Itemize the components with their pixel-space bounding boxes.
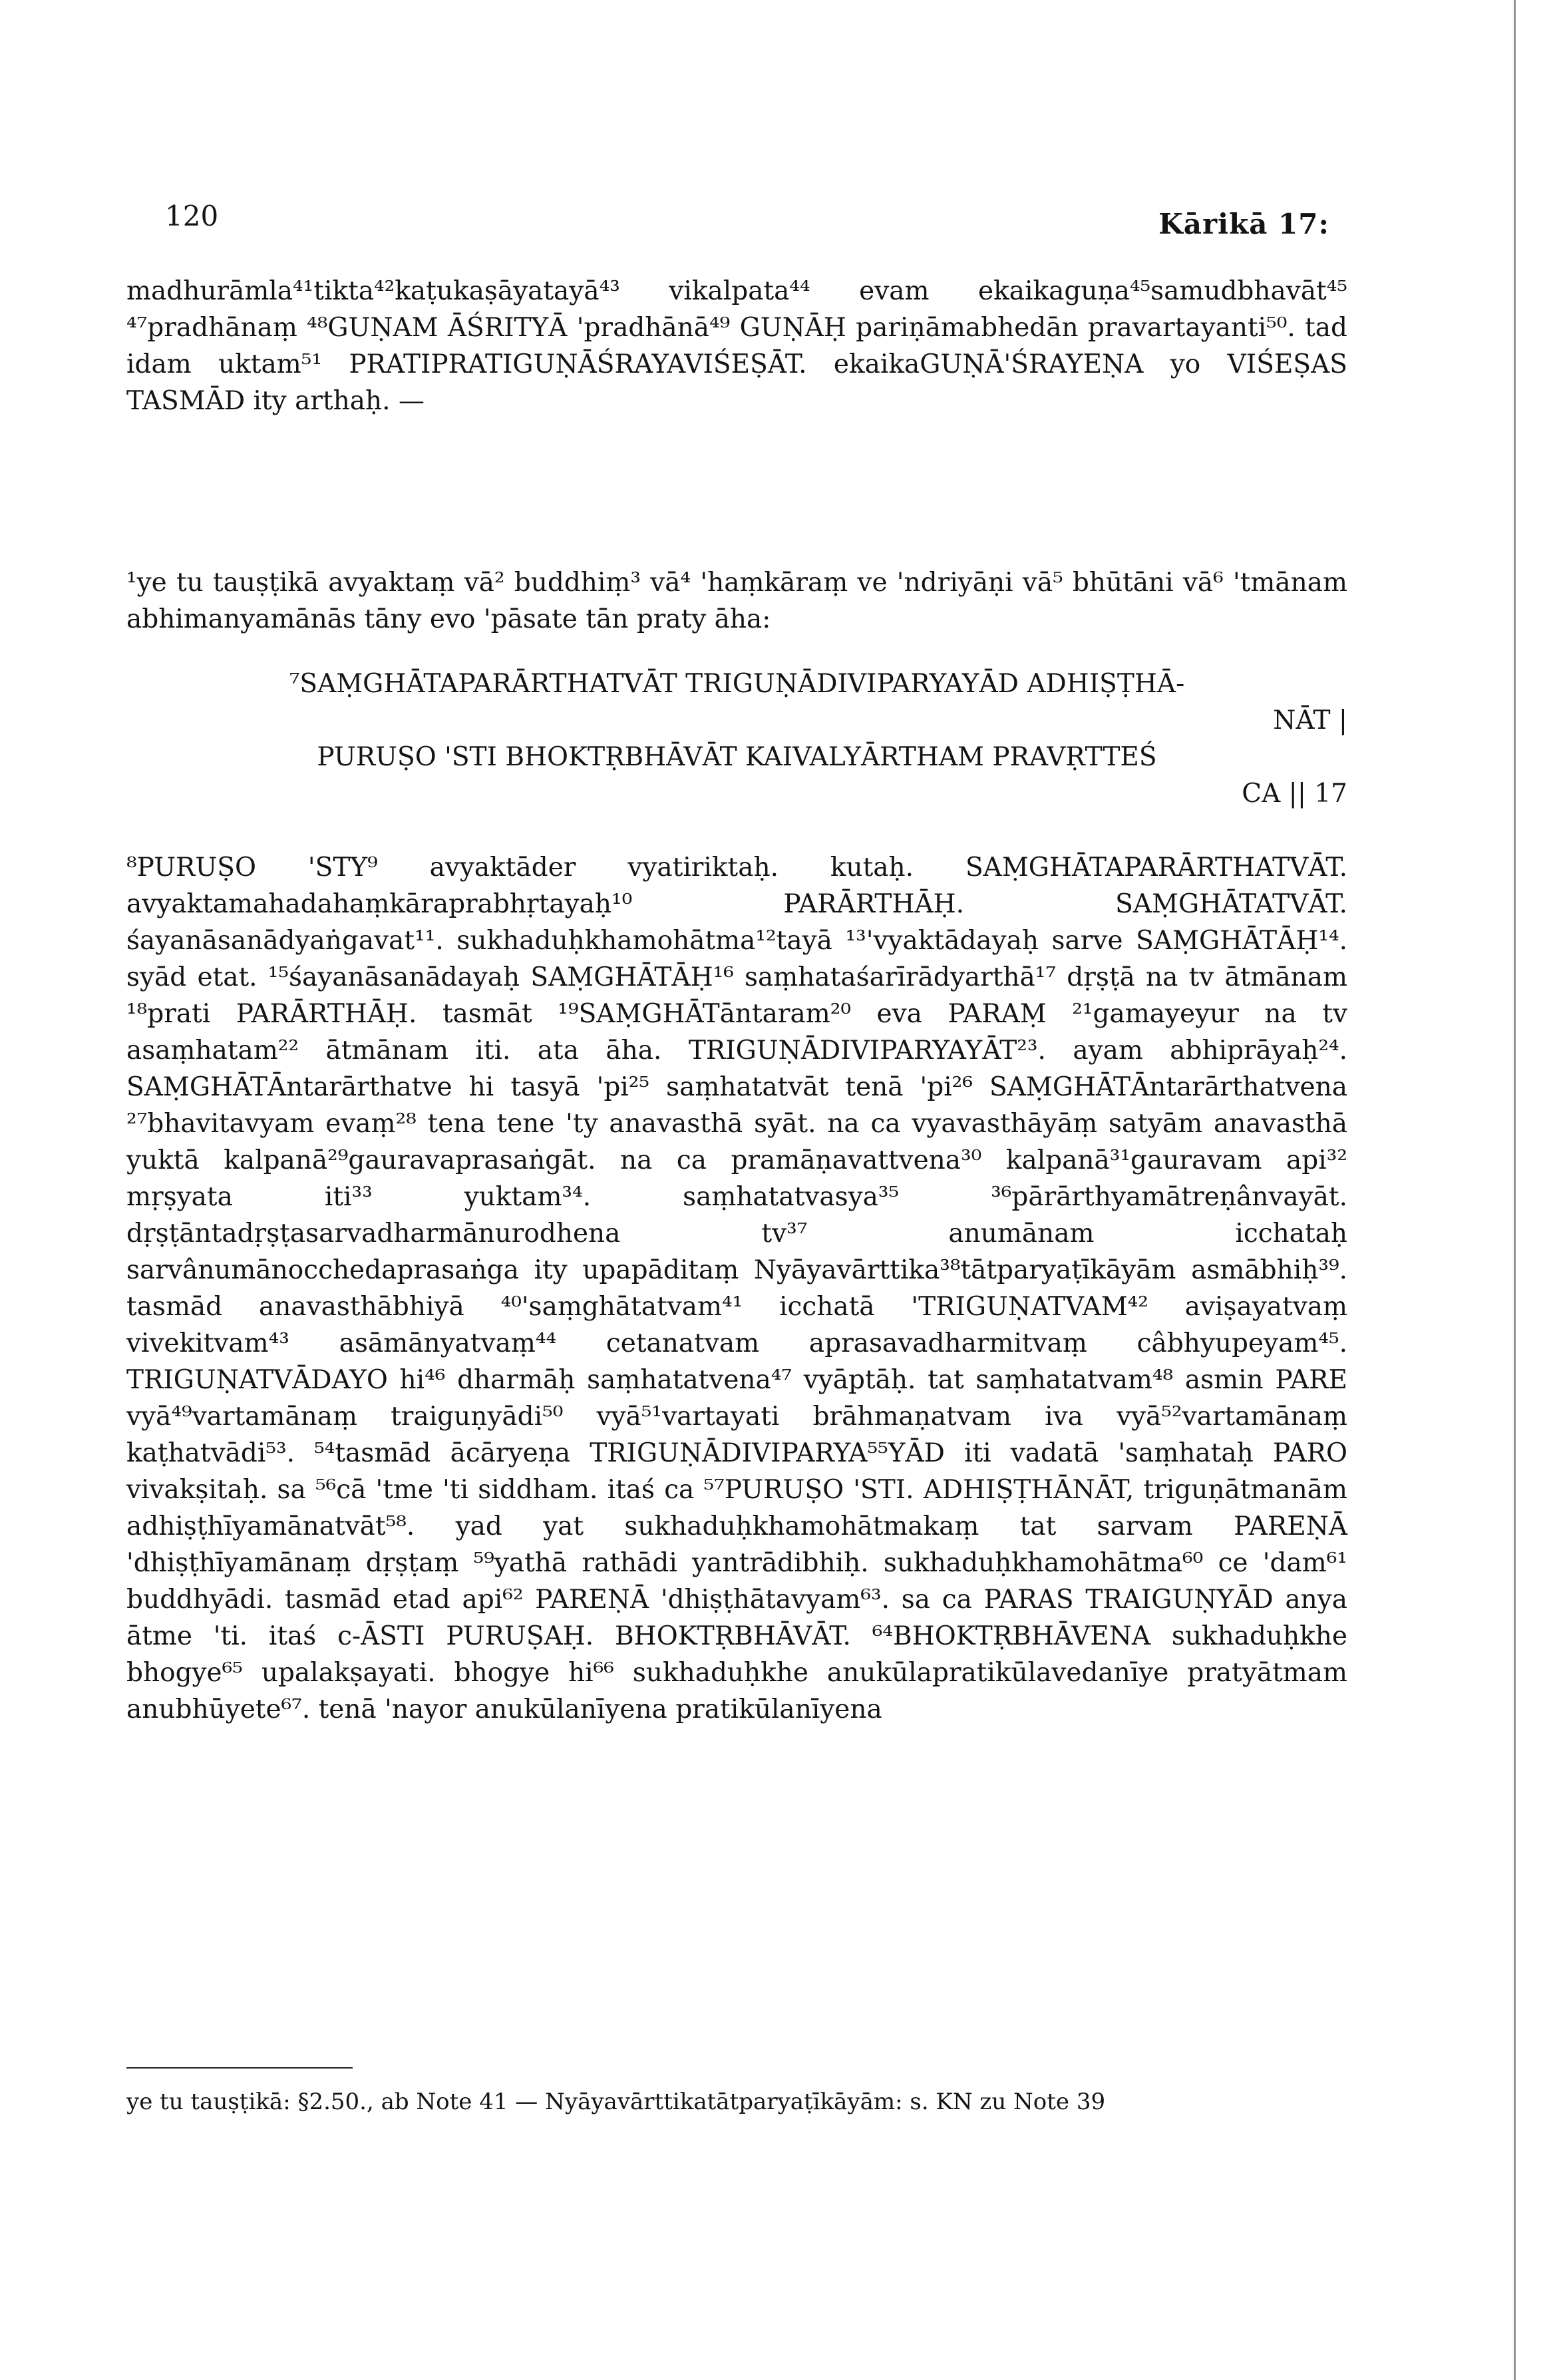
page-number: 120 bbox=[165, 200, 219, 232]
commentary-block bbox=[126, 849, 1347, 1728]
karika-verse bbox=[126, 666, 1347, 812]
commentary-text: ⁸PURUṢO 'STY⁹ avyaktāder vyatiriktaḥ. kutaḥ. SAṂGHĀTAPARĀRTHATVĀT. avyaktamahadahaṃkāraprabhṛtayaḥ¹⁰ PARĀRTHĀḤ. SAṂGHĀTATVĀT. śayanāsanādyaṅgavat¹¹. sukhaduḥkhamohātma¹²tayā ¹³'vyaktādayaḥ sarve SAṂGHĀTĀḤ¹⁴. syād etat. ¹⁵śayanāsanādayaḥ SAṂGHĀTĀḤ¹⁶ saṃhataśarīrādyarthā¹⁷ dṛṣṭā na tv ātmānam ¹⁸prati PARĀRTHĀḤ. tasmāt ¹⁹SAṂGHĀTāntaram²⁰ eva PARAṂ ²¹gamayeyur na tv asaṃhatam²² ātmānam iti. ata āha. TRIGUṆĀDIVIPARYAYĀT²³. ayam abhiprāyaḥ²⁴. SAṂGHĀTĀntarārthatve hi tasyā 'pi²⁵ saṃhatatvāt tenā 'pi²⁶ SAṂGHĀTĀntarārthatvena ²⁷bhavitavyam evaṃ²⁸ tena tene 'ty anavasthā syāt. na ca vyavasthāyāṃ satyām anavasthā yuktā kalpanā²⁹gauravaprasaṅgāt. na ca pramāṇavattvena³⁰ kalpanā³¹gauravam api³² mṛṣyata iti³³ yuktam³⁴. saṃhatatvasya³⁵ ³⁶pārārthyamātreṇânvayāt. dṛṣṭāntadṛṣṭasarvadharmānurodhena tv³⁷ anumānam icchataḥ sarvânumānocchedaprasaṅga ity upapāditaṃ Nyāyavārttika³⁸tātparyaṭīkāyām asmābhiḥ³⁹. tasmād anavasthābhiyā ⁴⁰'saṃghātatvam⁴¹ icchatā 'TRIGUṆATVAM⁴² aviṣayatvaṃ vivekitvam⁴³ asāmānyatvaṃ⁴⁴ cetanatvam aprasavadharmitvaṃ câbhyupeyam⁴⁵. TRIGUṆATVĀDAYO hi⁴⁶ dharmāḥ saṃhatatvena⁴⁷ vyāptāḥ. tat saṃhatatvam⁴⁸ asmin PARE vyā⁴⁹vartamānaṃ traiguṇyādi⁵⁰ vyā⁵¹vartayati brāhmaṇatvam iva vyā⁵²vartamānaṃ kaṭhatvādi⁵³. ⁵⁴tasmād ācāryeṇa TRIGUṆĀDIVIPARYA⁵⁵YĀD iti vadatā 'saṃhataḥ PARO vivakṣitaḥ. sa ⁵⁶cā 'tme 'ti siddham. itaś ca ⁵⁷PURUṢO 'STI. ADHIṢṬHĀNĀT, triguṇātmanām adhiṣṭhīyamānatvāt⁵⁸. yad yat sukhaduḥkhamohātmakaṃ tat sarvam PAREṆĀ 'dhiṣṭhīyamānaṃ dṛṣṭaṃ ⁵⁹yathā rathādi yantrādibhiḥ. sukhaduḥkhamohātma⁶⁰ ce 'dam⁶¹ buddhyādi. tasmād etad api⁶² PAREṆĀ 'dhiṣṭhātavyam⁶³. sa ca PARAS TRAIGUṆYĀD anya ātme 'ti. itaś c-ĀSTI PURUṢAḤ. BHOKTṚBHĀVĀT. ⁶⁴BHOKTṚBHĀVENA sukhaduḥkhe bhogye⁶⁵ upalakṣayati. bhogye hi⁶⁶ sukhaduḥkhe anukūlapratikūlavedanīye pratyātmam anubhūyete⁶⁷. tenā 'nayor anukūlanīyena pratikūlanīyena bbox=[126, 853, 1347, 1724]
paragraph-intro bbox=[126, 564, 1347, 638]
karika-line-4: CA || 17 bbox=[1242, 779, 1347, 809]
karika-line-2: NĀT | bbox=[1273, 705, 1347, 735]
paragraph-text: ¹ye tu tauṣṭikā avyaktaṃ vā² buddhiṃ³ vā⁴ 'haṃkāraṃ ve 'ndriyāṇi vā⁵ bhūtāni vā⁶ 'tmānam abhimanyamānās tāny evo 'pāsate tān praty āha: bbox=[126, 568, 1347, 634]
page-header bbox=[165, 200, 1329, 253]
footnote-divider bbox=[126, 2067, 353, 2069]
karika-line-3: PURUṢO 'STI BHOKTṚBHĀVĀT KAIVALYĀRTHAM PRAVṚTTEŚ bbox=[317, 742, 1157, 772]
karika-line-1: ⁷SAṂGHĀTAPARĀRTHATVĀT TRIGUṆĀDIVIPARYAYĀD ADHIṢṬHĀ- bbox=[289, 669, 1185, 699]
scan-edge-line bbox=[1514, 0, 1516, 2380]
running-head: Kārikā 17: bbox=[1158, 208, 1329, 240]
footnote: ye tu tauṣṭikā: §2.50., ab Note 41 — Nyāyavārttikatātparyaṭīkāyām: s. KN zu Note 39 bbox=[126, 2088, 1106, 2115]
paragraph-text: madhurāmla⁴¹tikta⁴²kaṭukaṣāyatayā⁴³ vikalpata⁴⁴ evam ekaikaguṇa⁴⁵samudbhavāt⁴⁵ ⁴⁷pradhānaṃ ⁴⁸GUṆAM ĀŚRITYĀ 'pradhānā⁴⁹ GUṆĀḤ pariṇāmabhedān pravartayanti⁵⁰. tad idam uktam⁵¹ PRATIPRATIGUṆĀŚRAYAVIŚEṢĀT. ekaikaGUṆĀ'ŚRAYEṆA yo VIŚEṢAS TASMĀD ity arthaḥ. — bbox=[126, 276, 1347, 416]
paragraph-continuation bbox=[126, 273, 1347, 419]
